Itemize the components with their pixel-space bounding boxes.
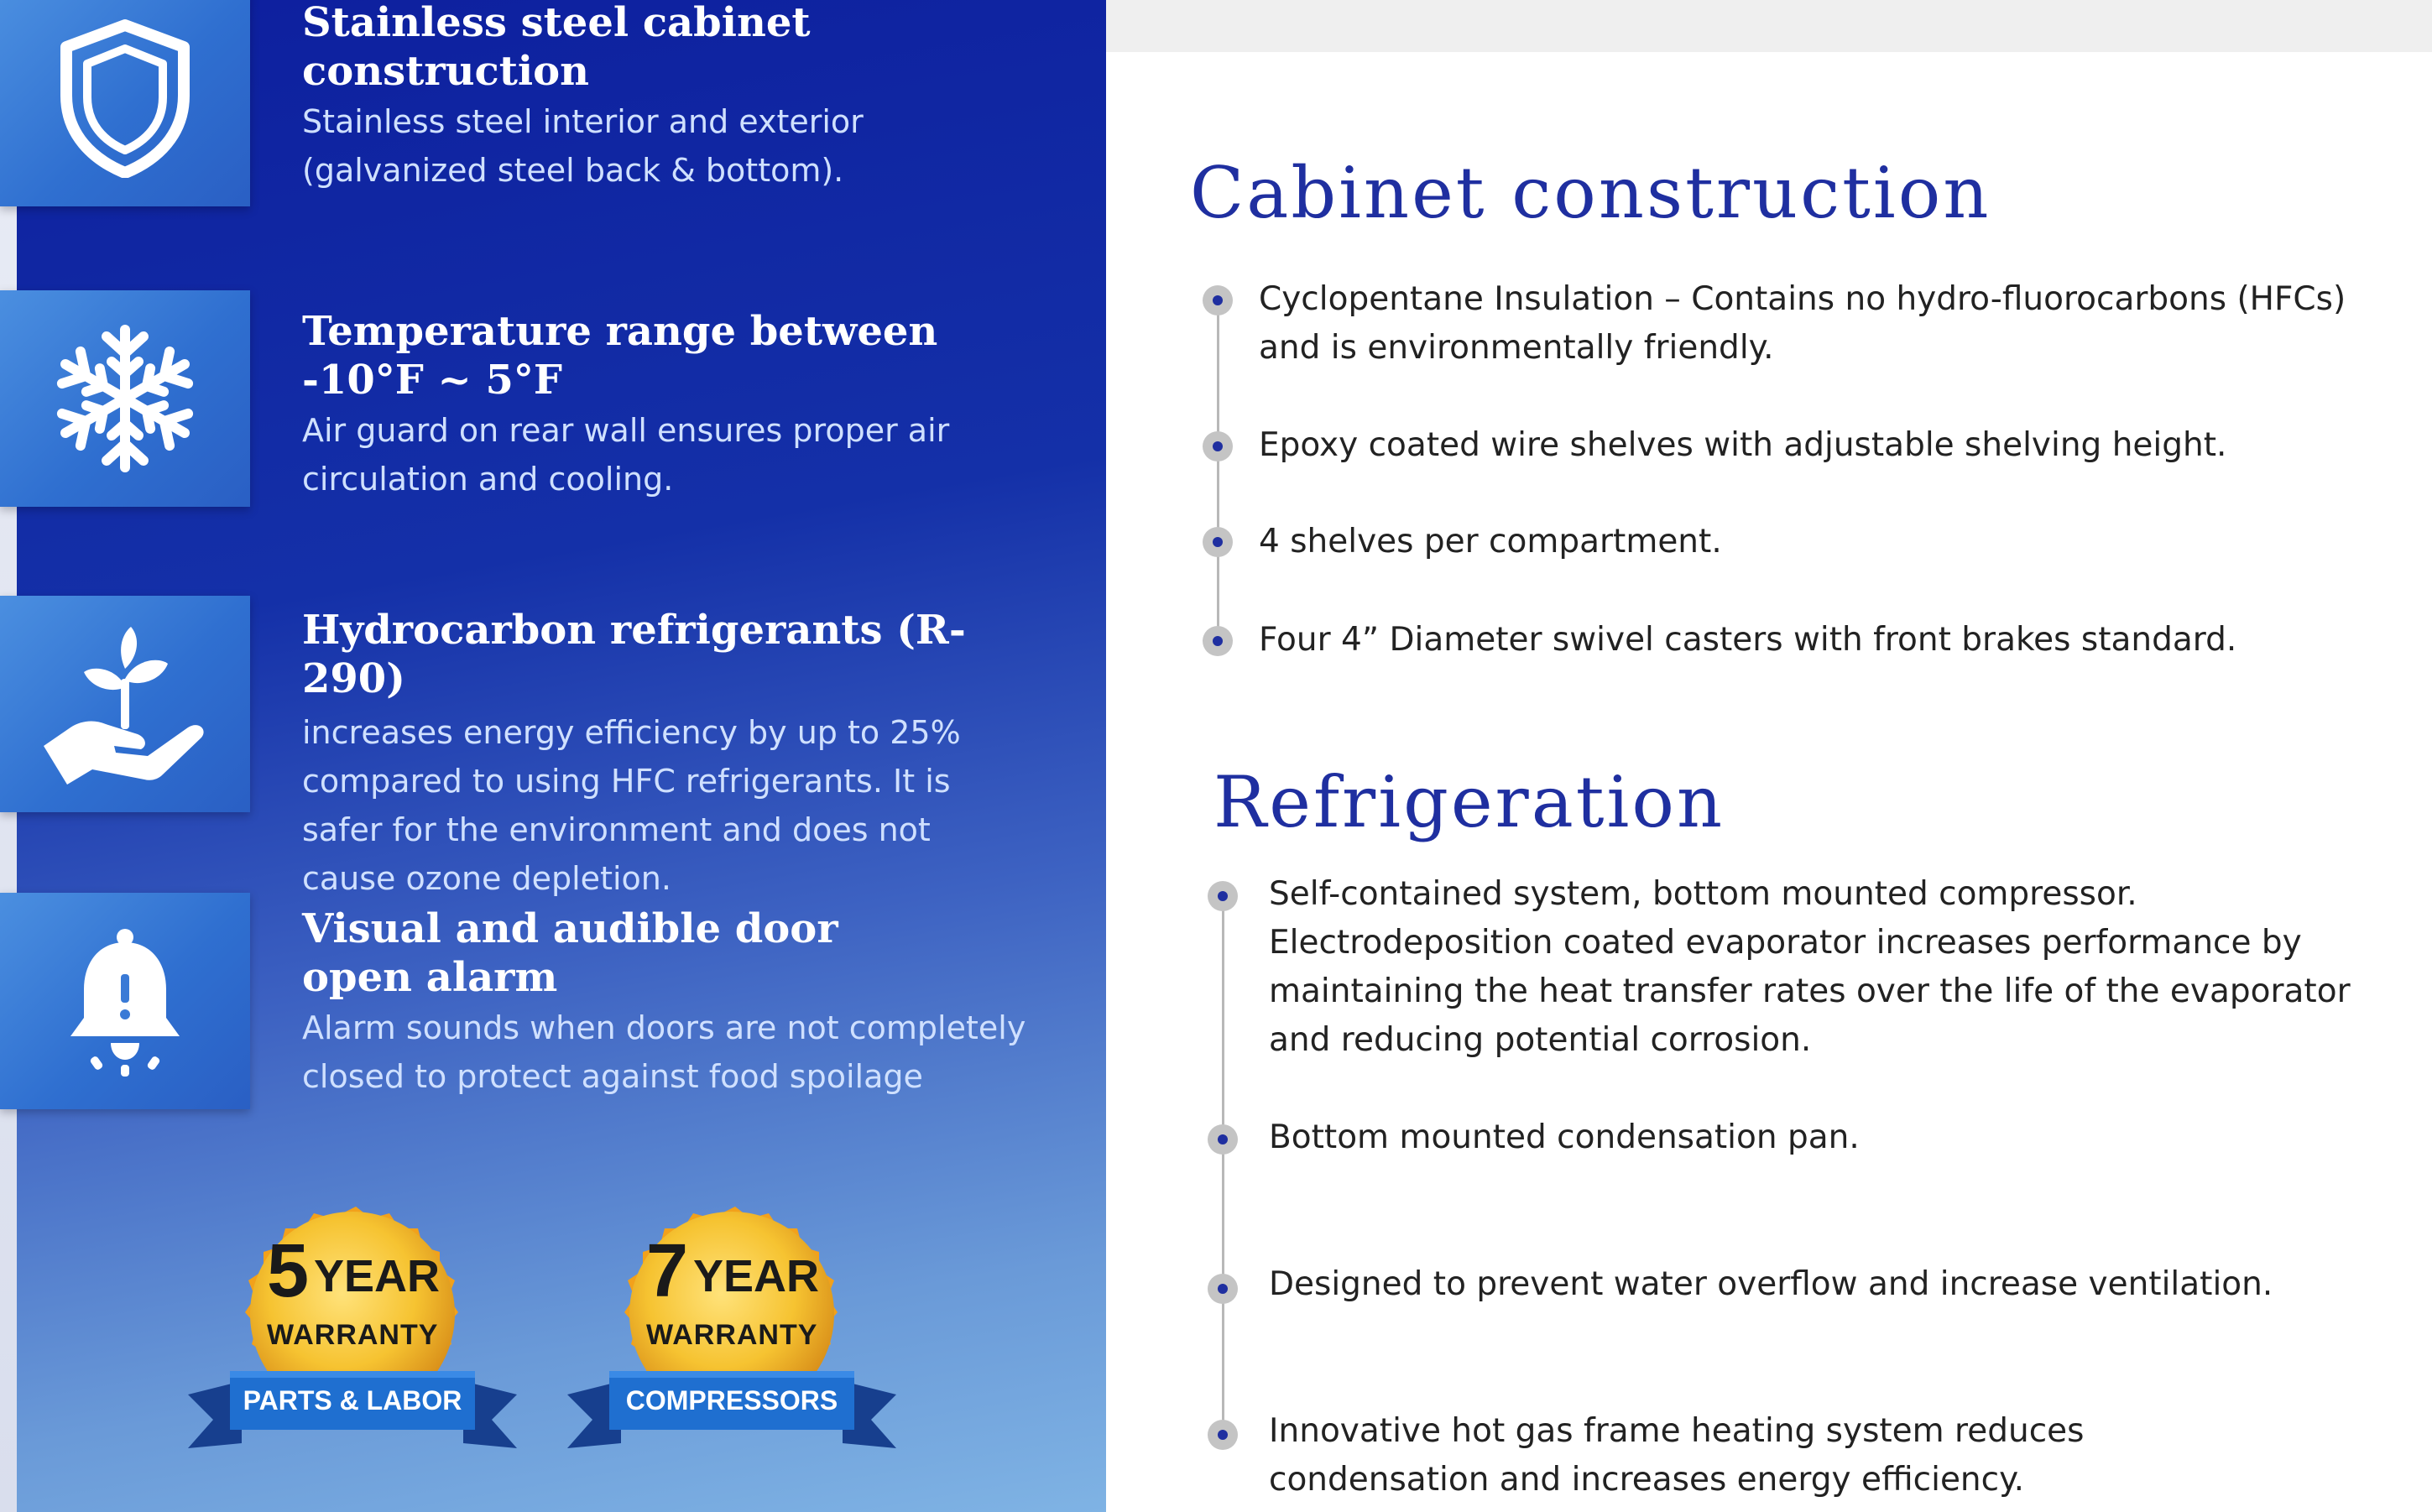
badge-ribbon-label: PARTS & LABOR <box>243 1385 462 1416</box>
badge-warranty-label: WARRANTY <box>267 1319 439 1351</box>
badge-year-label: YEAR <box>314 1251 441 1301</box>
feature-title: Visual and audible door open alarm <box>302 905 838 1001</box>
section-title-cabinet: Cabinet construction <box>1190 152 1991 234</box>
bell-alert-icon <box>62 925 188 1077</box>
bullet-dot <box>1203 285 1233 315</box>
feature-temperature <box>302 307 1057 503</box>
features-panel <box>0 0 1106 1512</box>
badge-warranty-label: WARRANTY <box>646 1319 818 1351</box>
list-item: Innovative hot gas frame heating system reduces condensation and increases energy efficiency. <box>1269 1412 2085 1499</box>
warranty-badge-7-year <box>556 1200 908 1477</box>
feature-stainless <box>302 0 1057 195</box>
list-item: Epoxy coated wire shelves with adjustable shelving height. <box>1259 426 2227 464</box>
badge-number: 7 <box>646 1229 689 1313</box>
feature-icon-box-hydrocarbon <box>0 596 250 812</box>
feature-icon-box-alarm <box>0 893 250 1109</box>
feature-description: Stainless steel interior and exterior (galvanized steel back & bottom). <box>302 103 864 189</box>
timeline-line-cabinet <box>1217 302 1219 641</box>
section-title-refrigeration: Refrigeration <box>1213 761 1725 843</box>
feature-alarm <box>302 905 1057 1101</box>
feature-title: Hydrocarbon refrigerants (R-290) <box>302 607 966 702</box>
badge-number: 5 <box>267 1229 310 1313</box>
list-item: Designed to prevent water overflow and increase ventilation. <box>1269 1265 2273 1303</box>
feature-icon-box-stainless <box>0 0 250 206</box>
bullet-dot <box>1203 626 1233 656</box>
list-item: Cyclopentane Insulation – Contains no hydro-fluorocarbons (HFCs) and is environmentally friendly. <box>1259 280 2346 367</box>
shield-icon <box>54 18 196 178</box>
feature-icon-box-temperature <box>0 290 250 507</box>
list-item: Bottom mounted condensation pan. <box>1269 1118 1860 1156</box>
warranty-badge-5-year <box>176 1200 529 1477</box>
bullet-dot <box>1208 1124 1238 1155</box>
badge-ribbon-label: COMPRESSORS <box>625 1385 838 1416</box>
feature-title: Stainless steel cabinet construction <box>302 0 811 95</box>
list-item: Four 4” Diameter swivel casters with front brakes standard. <box>1259 621 2237 659</box>
feature-hydrocarbon <box>302 606 1057 903</box>
bullet-dot <box>1203 431 1233 461</box>
bullet-dot <box>1208 881 1238 911</box>
badge-year-label: YEAR <box>693 1251 820 1301</box>
feature-description: Alarm sounds when doors are not completely closed to protect against food spoilage <box>302 1009 1026 1095</box>
top-bar <box>1106 0 2432 52</box>
list-item: 4 shelves per compartment. <box>1259 523 1722 560</box>
list-item: Self-contained system, bottom mounted compressor. Electrodeposition coated evaporator increases performance by maintaining the heat transfer rates over the life of the evaporator and reducing potential corrosion. <box>1269 875 2351 1059</box>
timeline-line-refrigeration <box>1222 896 1224 1445</box>
feature-description: Air guard on rear wall ensures proper air circulation and cooling. <box>302 412 950 498</box>
bullet-dot <box>1203 527 1233 557</box>
feature-description: increases energy efficiency by up to 25% compared to using HFC refrigerants. It is safer for the environment and does not cause ozone depletion. <box>302 714 961 897</box>
bullet-dot <box>1208 1274 1238 1304</box>
bullet-dot <box>1208 1420 1238 1450</box>
feature-title: Temperature range between -10°F ~ 5°F <box>302 308 938 404</box>
plant-hand-icon <box>37 620 213 788</box>
snowflake-icon <box>45 319 205 478</box>
